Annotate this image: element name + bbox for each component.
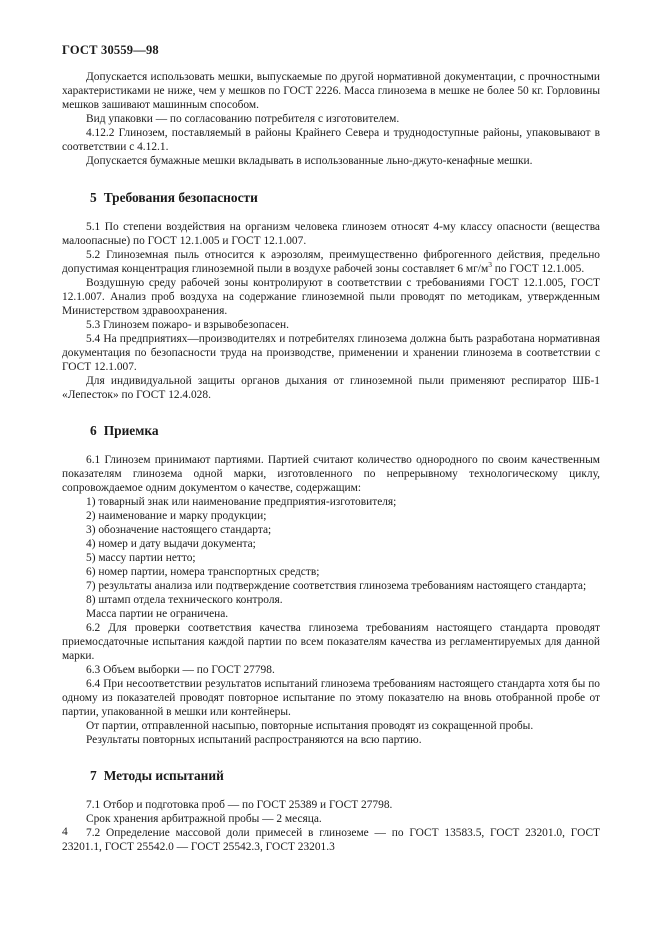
standard-code-header: ГОСТ 30559—98 (62, 43, 159, 57)
paragraph: 6.1 Глинозем принимают партиями. Партией считают количество однородного по своим качественным показателям глинозема одной марки, изготовленного по непрерывному технологическому циклу, сопровождаемое одним документом о качестве, содержащим: (62, 454, 600, 494)
paragraph: Вид упаковки — по согласованию потребителя с изготовителем. (86, 113, 400, 125)
paragraph: 5.4 На предприятиях—производителях и потребителях глинозема должна быть разработана нормативная документация по безопасности труда на производстве, применении и хранении глинозема в соответствии с ГОСТ 12.1.007. (62, 333, 600, 373)
paragraph-text: 5.2 Глиноземная пыль относится к аэрозолям, преимущественно фиброгенного действия, предельно допустимая концентрация глиноземной пыли в воздухе рабочей зоны составляет 6 мг/м (62, 249, 600, 275)
list-item: 7) результаты анализа или подтверждение соответствия глинозема требованиям настоящего стандарта; (86, 580, 587, 592)
list-item: 5) массу партии нетто; (86, 552, 196, 564)
paragraph: Допускается бумажные мешки вкладывать в использованные льно-джуто-кенафные мешки. (86, 155, 533, 167)
page-number: 4 (62, 826, 68, 838)
paragraph-text: по ГОСТ 12.1.005. (491, 263, 585, 275)
superscript: 3 (488, 260, 492, 270)
paragraph: 7.2 Определение массовой доли примесей в глиноземе — по ГОСТ 13583.5, ГОСТ 23201.0, ГОСТ 23201.1, ГОСТ 25542.0 — ГОСТ 25542.3, ГОСТ 23201.3 (62, 827, 600, 853)
list-item: 4) номер и дату выдачи документа; (86, 538, 256, 550)
paragraph: От партии, отправленной насыпью, повторные испытания проводят из сокращенной пробы. (86, 720, 534, 732)
paragraph: 4.12.2 Глинозем, поставляемый в районы Крайнего Севера и труднодоступные районы, упаковывают в соответствии с 4.12.1. (62, 127, 600, 153)
paragraph: 5.1 По степени воздействия на организм человека глинозем относят 4-му классу опасности (вещества малоопасные) по ГОСТ 12.1.005 и ГОСТ 12.1.007. (62, 221, 600, 247)
document-contents-list (62, 495, 600, 607)
paragraph: Для индивидуальной защиты органов дыхания от глиноземной пыли применяют респиратор ШБ-1 «Лепесток» по ГОСТ 12.4.028. (62, 375, 600, 401)
paragraph: 5.3 Глинозем пожаро- и взрывобезопасен. (86, 319, 289, 331)
paragraph (62, 248, 600, 276)
list-item: 3) обозначение настоящего стандарта; (86, 524, 272, 536)
paragraph: 6.2 Для проверки соответствия качества глинозема требованиям настоящего стандарта проводят приемосдаточные испытания каждой партии по всем показателям качества из регламентируемых для данной марки. (62, 622, 600, 662)
paragraph: 6.4 При несоответствии результатов испытаний глинозема требованиям настоящего стандарта хотя бы по одному из показателей проводят повторное испытание по этому показателю на вновь отобранной пробе от партии, упакованной в мешки или контейнеры. (62, 678, 600, 718)
paragraph: Результаты повторных испытаний распространяются на всю партию. (86, 734, 422, 746)
section-title: Требования безопасности (103, 190, 258, 205)
section-5-heading (62, 190, 600, 206)
paragraph: Масса партии не ограничена. (86, 608, 229, 620)
paragraph: Срок хранения арбитражной пробы — 2 месяца. (86, 813, 322, 825)
section-number: 6 (90, 423, 97, 438)
paragraph: Воздушную среду рабочей зоны контролируют в соответствии с требованиями ГОСТ 12.1.005, ГОСТ 12.1.007. Анализ проб воздуха на содержание глиноземной пыли проводят по методикам, утвержденным Министерством здравоохранения. (62, 277, 600, 317)
list-item: 6) номер партии, номера транспортных средств; (86, 566, 320, 578)
paragraph: 7.1 Отбор и подготовка проб — по ГОСТ 25389 и ГОСТ 27798. (86, 799, 393, 811)
section-7-heading (62, 768, 600, 784)
page-content (62, 70, 600, 854)
section-number: 7 (90, 768, 97, 783)
list-item: 8) штамп отдела технического контроля. (86, 594, 283, 606)
section-6-heading (62, 423, 600, 439)
section-number: 5 (90, 190, 97, 205)
section-title: Методы испытаний (103, 768, 224, 783)
section-title: Приемка (103, 423, 159, 438)
list-item: 1) товарный знак или наименование предприятия-изготовителя; (86, 496, 397, 508)
list-item: 2) наименование и марку продукции; (86, 510, 267, 522)
paragraph: 6.3 Объем выборки — по ГОСТ 27798. (86, 664, 275, 676)
paragraph: Допускается использовать мешки, выпускаемые по другой нормативной документации, с прочностными характеристиками не ниже, чем у мешков по ГОСТ 2226. Масса глинозема в мешке не более 50 кг. Горловины мешков зашивают машинным способом. (62, 71, 600, 111)
